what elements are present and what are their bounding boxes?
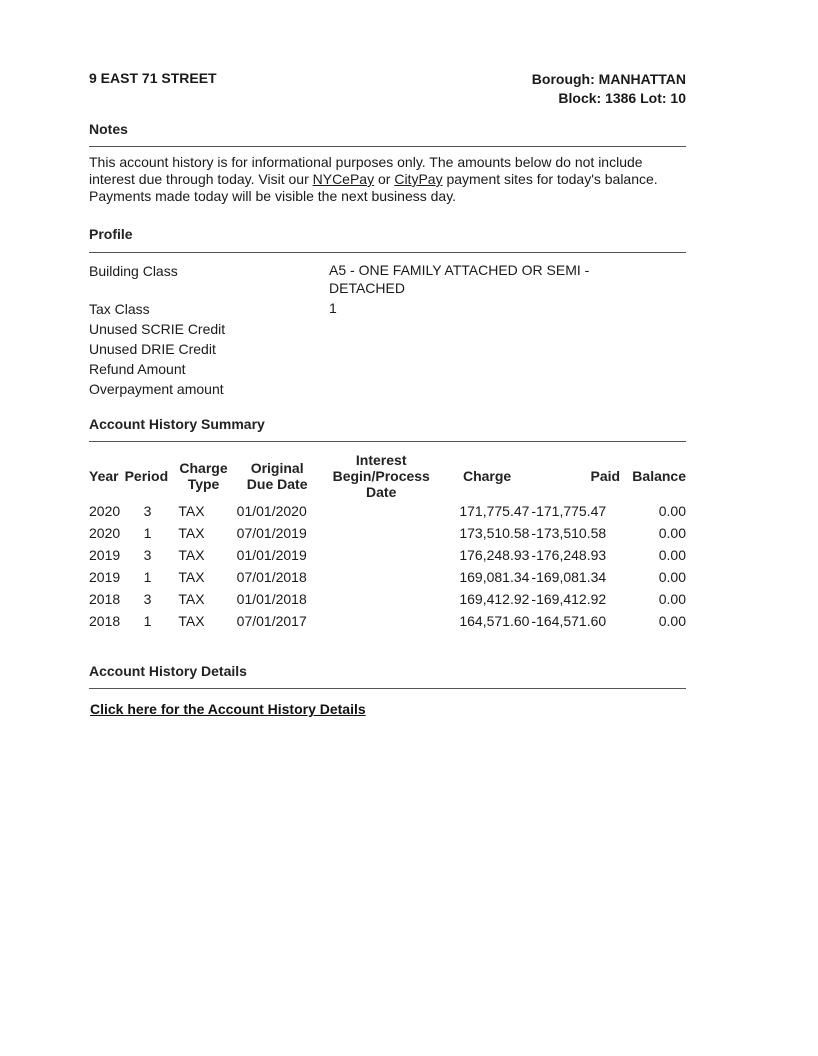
- summary-divider: [89, 441, 686, 442]
- account-history-table: [89, 452, 686, 632]
- profile-label: Refund Amount: [89, 361, 186, 377]
- cell-balance: 0.00: [658, 591, 686, 607]
- cell-charge: 173,510.58: [459, 525, 530, 541]
- cell-year: 2020: [89, 503, 121, 519]
- cell-charge: 169,081.34: [459, 569, 530, 585]
- cell-interest-date: [318, 588, 445, 610]
- details-heading: Account History Details: [89, 663, 247, 679]
- cell-interest-date: [318, 544, 445, 566]
- nycepay-link[interactable]: NYCePay: [312, 171, 375, 187]
- cell-balance: 0.00: [658, 547, 686, 563]
- cell-interest-date: [318, 522, 445, 544]
- profile-row: [89, 339, 686, 359]
- profile-divider: [89, 252, 686, 253]
- cell-balance: 0.00: [658, 503, 686, 519]
- cell-due-date: 01/01/2020: [236, 503, 307, 519]
- citypay-link[interactable]: CityPay: [394, 171, 443, 187]
- cell-period: 3: [143, 591, 152, 607]
- cell-due-date: 07/01/2018: [236, 569, 307, 585]
- cell-charge-type: TAX: [178, 613, 205, 629]
- profile-label: Overpayment amount: [89, 381, 224, 397]
- table-row: [89, 610, 686, 632]
- cell-year: 2018: [89, 591, 121, 607]
- profile-value: 1: [329, 300, 337, 316]
- cell-charge: 176,248.93: [459, 547, 530, 563]
- property-address: 9 EAST 71 STREET: [89, 70, 217, 86]
- table-row: [89, 544, 686, 566]
- profile-value: [329, 319, 649, 339]
- profile-row: [89, 299, 686, 319]
- cell-year: 2018: [89, 613, 121, 629]
- profile-value: [329, 359, 649, 379]
- profile-value: A5 - ONE FAMILY ATTACHED OR SEMI - DETACHED: [329, 262, 590, 296]
- cell-charge-type: TAX: [178, 591, 205, 607]
- cell-period: 3: [143, 547, 152, 563]
- cell-due-date: 07/01/2017: [236, 613, 307, 629]
- profile-value: [329, 379, 649, 399]
- profile-label: Unused DRIE Credit: [89, 341, 216, 357]
- cell-paid: -169,412.92: [531, 591, 607, 607]
- table-header-row: [89, 452, 686, 500]
- account-history-details-link[interactable]: Click here for the Account History Details: [90, 701, 366, 717]
- cell-interest-date: [318, 500, 445, 522]
- table-row: [89, 588, 686, 610]
- cell-interest-date: [318, 610, 445, 632]
- block-lot: Block: 1386 Lot: 10: [558, 90, 686, 106]
- cell-paid: -176,248.93: [531, 547, 607, 563]
- cell-paid: -173,510.58: [531, 525, 607, 541]
- cell-paid: -169,081.34: [531, 569, 607, 585]
- table-row: [89, 566, 686, 588]
- cell-year: 2019: [89, 547, 121, 563]
- profile-label: Unused SCRIE Credit: [89, 321, 226, 337]
- col-period: Period: [124, 468, 169, 484]
- borough: Borough: MANHATTAN: [531, 71, 686, 87]
- cell-charge: 169,412.92: [459, 591, 530, 607]
- cell-balance: 0.00: [658, 569, 686, 585]
- col-original-due-date: Original Due Date: [246, 460, 308, 492]
- col-interest-date: Interest Begin/Process Date: [332, 452, 430, 500]
- cell-charge-type: TAX: [178, 547, 205, 563]
- profile-row: [89, 359, 686, 379]
- cell-paid: -171,775.47: [531, 503, 607, 519]
- borough-block-lot: [532, 70, 686, 108]
- profile-row: [89, 319, 686, 339]
- profile-heading: Profile: [89, 226, 133, 242]
- cell-period: 1: [143, 569, 152, 585]
- profile-value: [329, 339, 649, 359]
- col-year: Year: [89, 468, 119, 484]
- notes-text: [89, 154, 686, 205]
- cell-charge: 171,775.47: [459, 503, 530, 519]
- cell-charge-type: TAX: [178, 503, 205, 519]
- cell-interest-date: [318, 566, 445, 588]
- notes-heading: Notes: [89, 121, 128, 137]
- cell-due-date: 01/01/2018: [236, 591, 307, 607]
- notes-divider: [89, 146, 686, 147]
- cell-balance: 0.00: [658, 613, 686, 629]
- profile-label: Tax Class: [89, 301, 150, 317]
- profile-table: [89, 261, 686, 399]
- cell-balance: 0.00: [658, 525, 686, 541]
- table-row: [89, 500, 686, 522]
- cell-charge-type: TAX: [178, 525, 205, 541]
- cell-charge: 164,571.60: [459, 613, 530, 629]
- cell-due-date: 01/01/2019: [236, 547, 307, 563]
- table-row: [89, 522, 686, 544]
- notes-text-1: This account history is for informational purposes only. The amounts below do not include interest due through today. Visit our: [89, 154, 643, 187]
- cell-due-date: 07/01/2019: [236, 525, 307, 541]
- notes-text-2: or: [374, 171, 395, 187]
- col-charge: Charge: [462, 468, 512, 484]
- cell-charge-type: TAX: [178, 569, 205, 585]
- col-paid: Paid: [590, 468, 621, 484]
- cell-period: 1: [143, 525, 152, 541]
- profile-row: [89, 379, 686, 399]
- col-balance: Balance: [632, 468, 686, 484]
- cell-year: 2020: [89, 525, 121, 541]
- summary-heading: Account History Summary: [89, 416, 265, 432]
- col-charge-type: Charge Type: [179, 460, 228, 492]
- cell-paid: -164,571.60: [531, 613, 607, 629]
- details-divider: [89, 688, 686, 689]
- notes-text-3: payment sites for today's balance. Payments made today will be visible the next business day.: [89, 171, 658, 204]
- cell-period: 1: [143, 613, 152, 629]
- profile-label: Building Class: [89, 263, 178, 279]
- cell-year: 2019: [89, 569, 121, 585]
- profile-row: [89, 261, 686, 297]
- cell-period: 3: [143, 503, 152, 519]
